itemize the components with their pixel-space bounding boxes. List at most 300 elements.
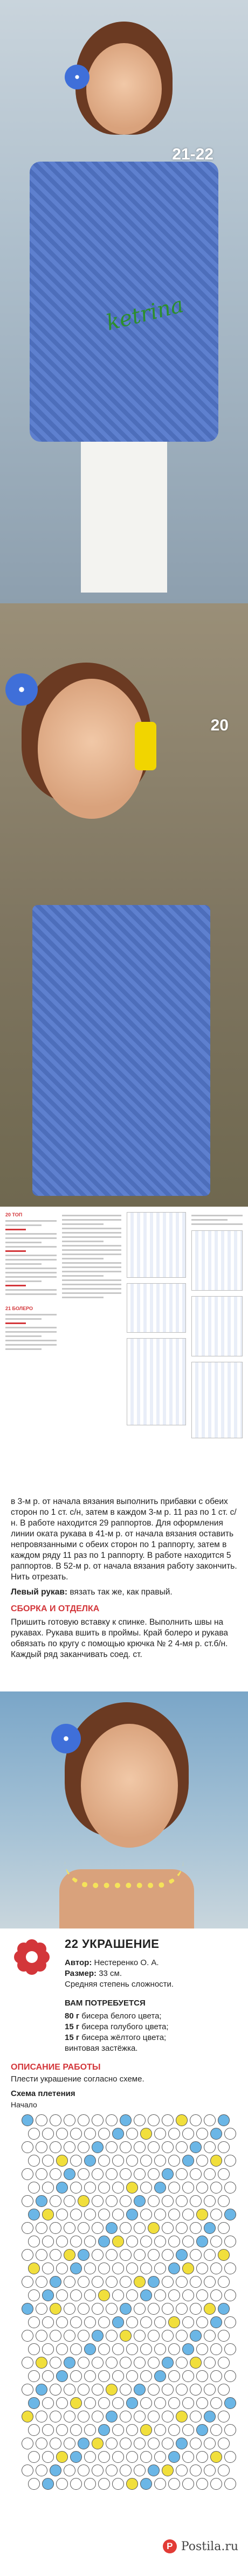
flower-badge-icon <box>13 1938 51 1976</box>
bead <box>42 2289 54 2301</box>
bead <box>218 2249 230 2261</box>
bead <box>22 2195 33 2207</box>
bead <box>154 2451 166 2463</box>
bead <box>210 2262 222 2274</box>
bead <box>22 2114 33 2126</box>
postila-brand-text: Postila.ru <box>181 2539 238 2553</box>
bead <box>106 2411 118 2422</box>
req-text: бисера голубого цвета; <box>81 2022 169 2031</box>
bead <box>120 2249 132 2261</box>
bead <box>182 2343 194 2355</box>
bead <box>120 2168 132 2180</box>
bead <box>120 2276 132 2288</box>
bead <box>140 2128 152 2140</box>
bead <box>92 2464 104 2476</box>
bead <box>224 2262 236 2274</box>
bead <box>176 2141 188 2153</box>
bead <box>126 2370 138 2382</box>
necklace-title: 22 УКРАШЕНИЕ <box>65 1937 160 1951</box>
bead <box>126 2209 138 2220</box>
bead <box>168 2236 180 2247</box>
bead <box>36 2249 47 2261</box>
bead <box>92 2384 104 2396</box>
bead <box>196 2478 208 2490</box>
pattern-diagram <box>127 1212 186 1278</box>
bead <box>224 2478 236 2490</box>
scan-item-21: 21 БОЛЕРО <box>5 1306 33 1311</box>
bead <box>168 2370 180 2382</box>
bead <box>190 2276 202 2288</box>
bead <box>22 2357 33 2369</box>
author-value: Нестеренко О. А. <box>94 1958 159 1967</box>
bead <box>204 2114 216 2126</box>
bead <box>154 2236 166 2247</box>
bead <box>112 2289 124 2301</box>
bead <box>176 2303 188 2315</box>
bead <box>134 2168 146 2180</box>
bead <box>84 2128 96 2140</box>
bead <box>106 2114 118 2126</box>
bead <box>50 2411 61 2422</box>
bead <box>204 2357 216 2369</box>
bead <box>22 2141 33 2153</box>
bead <box>120 2195 132 2207</box>
bead <box>64 2384 75 2396</box>
bead <box>168 2182 180 2194</box>
bead <box>42 2451 54 2463</box>
bead <box>148 2464 160 2476</box>
scan-col-4 <box>191 1212 243 1481</box>
bead <box>36 2330 47 2342</box>
bead <box>56 2209 68 2220</box>
bead <box>196 2155 208 2167</box>
author-line <box>65 1958 237 1968</box>
bead <box>56 2182 68 2194</box>
bead <box>112 2343 124 2355</box>
bead <box>196 2236 208 2247</box>
bead <box>176 2438 188 2449</box>
bead <box>42 2370 54 2382</box>
bead <box>148 2357 160 2369</box>
bead <box>28 2209 40 2220</box>
bead <box>70 2343 82 2355</box>
bead <box>154 2209 166 2220</box>
footer <box>0 2511 248 2576</box>
bead <box>224 2236 236 2247</box>
bead <box>162 2357 174 2369</box>
bead <box>148 2168 160 2180</box>
pattern-diagram <box>191 1296 243 1356</box>
bead <box>126 2289 138 2301</box>
bead <box>64 2114 75 2126</box>
bead <box>84 2262 96 2274</box>
req-amount: 15 г <box>65 2033 80 2042</box>
bead <box>176 2464 188 2476</box>
bead <box>106 2357 118 2369</box>
bead <box>196 2128 208 2140</box>
bead <box>182 2316 194 2328</box>
bead <box>154 2182 166 2194</box>
bead <box>70 2370 82 2382</box>
bead <box>28 2289 40 2301</box>
bead <box>106 2384 118 2396</box>
bead <box>162 2303 174 2315</box>
bead <box>176 2114 188 2126</box>
size-line <box>65 1968 237 1979</box>
postila-brand[interactable] <box>163 2539 238 2553</box>
bead <box>106 2330 118 2342</box>
bead <box>56 2155 68 2167</box>
bead <box>70 2262 82 2274</box>
bead <box>190 2141 202 2153</box>
bead <box>120 2384 132 2396</box>
bead <box>196 2262 208 2274</box>
bead <box>176 2222 188 2234</box>
bead <box>78 2384 89 2396</box>
bead <box>148 2276 160 2288</box>
bead <box>98 2478 110 2490</box>
pattern-diagram <box>191 1230 243 1291</box>
photo-necklace <box>0 1691 248 1928</box>
bead <box>162 2249 174 2261</box>
requirement-item <box>65 2032 237 2043</box>
bead <box>134 2249 146 2261</box>
bead <box>204 2276 216 2288</box>
bead <box>190 2303 202 2315</box>
bead <box>50 2357 61 2369</box>
bead <box>120 2222 132 2234</box>
bead <box>64 2303 75 2315</box>
bead <box>92 2141 104 2153</box>
bead <box>148 2249 160 2261</box>
bead <box>182 2236 194 2247</box>
bead <box>190 2411 202 2422</box>
bead <box>134 2357 146 2369</box>
bead <box>182 2289 194 2301</box>
bead <box>168 2155 180 2167</box>
bead <box>36 2438 47 2449</box>
requirement-item: винтовая застёжка. <box>65 2044 138 2053</box>
bead <box>70 2236 82 2247</box>
bead <box>42 2262 54 2274</box>
bead <box>112 2370 124 2382</box>
magazine-scan <box>0 1207 248 1487</box>
bead <box>190 2222 202 2234</box>
bead <box>112 2236 124 2247</box>
bead <box>92 2303 104 2315</box>
model-face <box>86 43 162 135</box>
author-label: Автор: <box>65 1958 92 1967</box>
bead <box>106 2168 118 2180</box>
bead <box>182 2155 194 2167</box>
bead <box>28 2343 40 2355</box>
bead <box>56 2451 68 2463</box>
bead <box>210 2478 222 2490</box>
bead <box>154 2370 166 2382</box>
bead <box>218 2114 230 2126</box>
bead <box>92 2168 104 2180</box>
bead <box>70 2289 82 2301</box>
bead <box>22 2438 33 2449</box>
bead <box>168 2289 180 2301</box>
bead <box>218 2384 230 2396</box>
left-sleeve-paragraph <box>11 1587 237 1598</box>
bead <box>28 2316 40 2328</box>
size-value: 33 см. <box>99 1969 122 1978</box>
bead <box>92 2330 104 2342</box>
bead <box>224 2343 236 2355</box>
bead <box>140 2316 152 2328</box>
bead <box>28 2397 40 2409</box>
bead <box>84 2397 96 2409</box>
bead <box>182 2397 194 2409</box>
hair-flower <box>51 1724 81 1753</box>
bead <box>36 2303 47 2315</box>
bead <box>22 2222 33 2234</box>
bead <box>148 2222 160 2234</box>
bead <box>176 2330 188 2342</box>
scan-col-2 <box>62 1212 121 1481</box>
bead <box>56 2397 68 2409</box>
bead <box>50 2141 61 2153</box>
bead <box>64 2438 75 2449</box>
bead <box>36 2384 47 2396</box>
bead <box>224 2451 236 2463</box>
instruction-paragraph: в 3-м р. от начала вязания выполнить прибавки с обеих сторон по 1 ст. с/н, затем в каждом 3-м р. 11 раз по 1 ст. с/н. В работе находится 29 раппортов. Для оформления линии оката рукава в 41-м р. от начала вязания оставить непровязанными с обеих сторон по 1 раппорту, затем в каждом ряду 11 раз по 1 раппорту. В работе находится 5 раппортов. В 52-м р. от начала вязания работу закончить. Нить отрезать. <box>11 1497 237 1582</box>
bead <box>92 2276 104 2288</box>
bead <box>84 2182 96 2194</box>
bead <box>190 2464 202 2476</box>
bead <box>92 2222 104 2234</box>
bead <box>162 2141 174 2153</box>
bead <box>196 2370 208 2382</box>
bead <box>140 2343 152 2355</box>
req-amount: 80 г <box>65 2011 80 2021</box>
bead <box>78 2195 89 2207</box>
bead <box>210 2451 222 2463</box>
bead <box>140 2370 152 2382</box>
bead <box>120 2357 132 2369</box>
bead <box>42 2316 54 2328</box>
difficulty: Средняя степень сложности. <box>65 1980 174 1989</box>
bead <box>22 2411 33 2422</box>
req-text: бисера белого цвета; <box>81 2011 162 2021</box>
bead <box>36 2114 47 2126</box>
bead <box>70 2155 82 2167</box>
bead <box>204 2141 216 2153</box>
bead <box>204 2303 216 2315</box>
bead <box>98 2262 110 2274</box>
bead <box>134 2411 146 2422</box>
bead <box>204 2464 216 2476</box>
photo-bolero <box>0 0 248 603</box>
bead <box>50 2276 61 2288</box>
bead <box>204 2249 216 2261</box>
scan-col-1 <box>5 1212 57 1481</box>
bead <box>28 2128 40 2140</box>
left-sleeve-text: вязать так же, как правый. <box>70 1588 173 1597</box>
item-number-20: 20 <box>210 716 229 734</box>
bead <box>84 2424 96 2436</box>
bead <box>126 2182 138 2194</box>
bead <box>196 2182 208 2194</box>
bead <box>126 2155 138 2167</box>
assembly-heading: СБОРКА И ОТДЕЛКА <box>11 1604 100 1613</box>
description-heading: ОПИСАНИЕ РАБОТЫ <box>11 2063 101 2072</box>
bead <box>134 2384 146 2396</box>
bead <box>56 2128 68 2140</box>
bead <box>126 2262 138 2274</box>
bead <box>22 2168 33 2180</box>
bead <box>92 2411 104 2422</box>
bead <box>218 2357 230 2369</box>
bead <box>42 2424 54 2436</box>
bead <box>134 2303 146 2315</box>
bead <box>78 2464 89 2476</box>
bead <box>126 2236 138 2247</box>
bead <box>70 2397 82 2409</box>
bead <box>78 2222 89 2234</box>
bead <box>50 2249 61 2261</box>
bead <box>126 2343 138 2355</box>
bead <box>190 2330 202 2342</box>
bead <box>154 2343 166 2355</box>
bead <box>176 2249 188 2261</box>
bead <box>84 2289 96 2301</box>
bead <box>42 2236 54 2247</box>
bead <box>98 2370 110 2382</box>
bead <box>98 2128 110 2140</box>
bolero-garment <box>30 162 218 442</box>
bead <box>36 2357 47 2369</box>
bead <box>168 2262 180 2274</box>
bead <box>56 2478 68 2490</box>
bead <box>162 2411 174 2422</box>
bead <box>176 2168 188 2180</box>
bead <box>196 2397 208 2409</box>
bead <box>168 2316 180 2328</box>
bead <box>70 2451 82 2463</box>
bead <box>120 2464 132 2476</box>
bead <box>168 2397 180 2409</box>
bead <box>140 2262 152 2274</box>
bead <box>168 2343 180 2355</box>
bead <box>78 2438 89 2449</box>
bead <box>78 2330 89 2342</box>
bead <box>126 2424 138 2436</box>
bead <box>42 2209 54 2220</box>
bead <box>56 2289 68 2301</box>
instructions-text <box>0 1487 248 1691</box>
bead <box>22 2249 33 2261</box>
bead <box>218 2438 230 2449</box>
bead <box>106 2464 118 2476</box>
bead <box>70 2316 82 2328</box>
bead <box>196 2289 208 2301</box>
bead <box>176 2411 188 2422</box>
bead <box>162 2114 174 2126</box>
bead <box>218 2303 230 2315</box>
bead <box>64 2168 75 2180</box>
bead <box>210 2289 222 2301</box>
bead <box>106 2438 118 2449</box>
bead <box>98 2451 110 2463</box>
bead <box>70 2478 82 2490</box>
bead <box>148 2411 160 2422</box>
bead <box>140 2451 152 2463</box>
requirement-item <box>65 2022 237 2032</box>
bead <box>70 2424 82 2436</box>
bead <box>64 2249 75 2261</box>
bead <box>36 2411 47 2422</box>
bead <box>36 2168 47 2180</box>
bead <box>42 2128 54 2140</box>
bead <box>140 2289 152 2301</box>
bead <box>210 2128 222 2140</box>
bead <box>120 2411 132 2422</box>
bead <box>120 2330 132 2342</box>
bead <box>196 2209 208 2220</box>
bead <box>162 2168 174 2180</box>
bead <box>56 2343 68 2355</box>
bead <box>78 2411 89 2422</box>
hair-flower <box>65 65 89 89</box>
bead <box>210 2236 222 2247</box>
bead <box>154 2155 166 2167</box>
bead <box>36 2276 47 2288</box>
req-amount: 15 г <box>65 2022 80 2031</box>
watermark: ketrina <box>104 293 186 336</box>
bead <box>182 2262 194 2274</box>
bead <box>112 2478 124 2490</box>
bead <box>218 2464 230 2476</box>
bead <box>22 2384 33 2396</box>
bead <box>204 2195 216 2207</box>
bead <box>134 2276 146 2288</box>
bead <box>84 2451 96 2463</box>
model-face <box>38 679 146 819</box>
bead <box>50 2195 61 2207</box>
bead <box>196 2451 208 2463</box>
bead <box>36 2195 47 2207</box>
phone <box>135 722 156 770</box>
bead <box>154 2262 166 2274</box>
pattern-diagram <box>127 1338 186 1425</box>
start-label: Начало <box>11 2100 37 2109</box>
bead <box>112 2182 124 2194</box>
bead <box>224 2209 236 2220</box>
bead <box>78 2357 89 2369</box>
bead <box>28 2155 40 2167</box>
bead <box>148 2384 160 2396</box>
bead <box>134 2222 146 2234</box>
bead <box>106 2276 118 2288</box>
bead <box>92 2357 104 2369</box>
bead <box>182 2370 194 2382</box>
bead <box>204 2168 216 2180</box>
bead <box>64 2276 75 2288</box>
bead <box>182 2424 194 2436</box>
bead <box>28 2262 40 2274</box>
bead <box>50 2464 61 2476</box>
item-number-21-22: 21-22 <box>172 145 213 163</box>
bead <box>134 2330 146 2342</box>
bead <box>78 2249 89 2261</box>
bead <box>98 2155 110 2167</box>
bead <box>98 2289 110 2301</box>
bead <box>162 2195 174 2207</box>
bead <box>190 2195 202 2207</box>
